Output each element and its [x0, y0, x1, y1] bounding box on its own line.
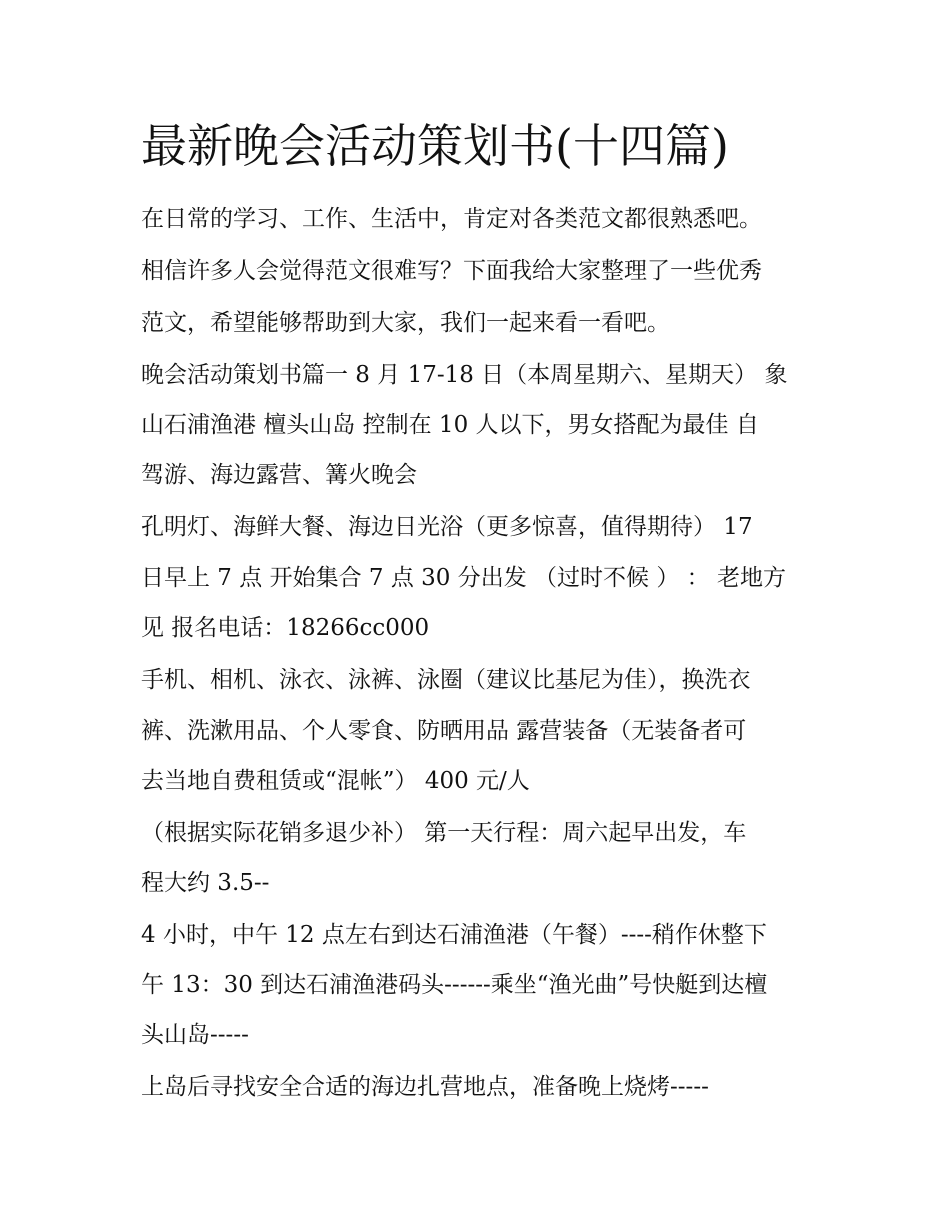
body-line: 相信许多人会觉得范文很难写？下面我给大家整理了一些优秀	[141, 258, 762, 284]
body-line: 午 13：30 到达石浦渔港码头------乘坐“渔光曲”号快艇到达檀	[141, 972, 768, 998]
body-line: 头山岛-----	[141, 1022, 249, 1048]
document-title: 最新晚会活动策划书(十四篇)	[141, 119, 729, 173]
body-line: 程大约 3.5--	[141, 870, 270, 896]
body-line: 见 报名电话：18266cc000	[141, 615, 430, 641]
body-line: 驾游、海边露营、篝火晚会	[141, 462, 417, 488]
body-line: 手机、相机、泳衣、泳裤、泳圈（建议比基尼为佳），换洗衣	[141, 667, 751, 693]
body-line: 山石浦渔港 檀头山岛 控制在 10 人以下，男女搭配为最佳 自	[141, 412, 759, 438]
body-line: 在日常的学习、工作、生活中，肯定对各类范文都很熟悉吧。	[141, 206, 762, 232]
body-line: 晚会活动策划书篇一 8 月 17-18 日（本周星期六、星期天） 象	[141, 362, 788, 388]
body-line: 裤、洗漱用品、个人零食、防晒用品 露营装备（无装备者可	[141, 718, 747, 744]
body-line: （根据实际花销多退少补） 第一天行程：周六起早出发，车	[141, 820, 747, 846]
body-line: 上岛后寻找安全合适的海边扎营地点，准备晚上烧烤-----	[141, 1074, 709, 1100]
body-line: 范文，希望能够帮助到大家，我们一起来看一看吧。	[141, 310, 670, 336]
body-line: 去当地自费租赁或“混帐”） 400 元/人	[141, 768, 530, 794]
body-line: 日早上 7 点 开始集合 7 点 30 分出发 （过时不候 ） ： 老地方	[141, 565, 786, 591]
body-line: 4 小时，中午 12 点左右到达石浦渔港（午餐）----稍作休整下	[141, 922, 767, 948]
body-line: 孔明灯、海鲜大餐、海边日光浴（更多惊喜，值得期待） 17	[141, 514, 753, 540]
